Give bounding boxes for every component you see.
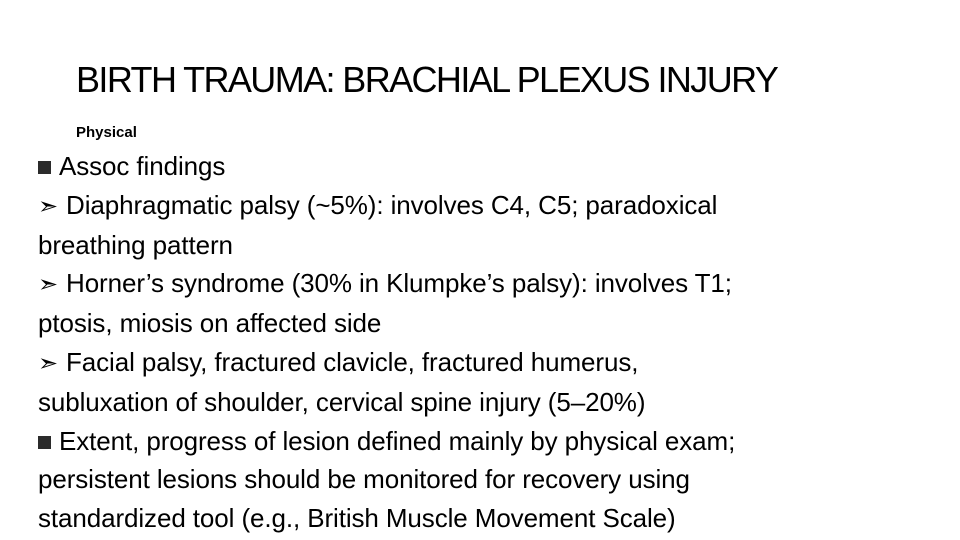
square-bullet-icon	[38, 161, 51, 174]
slide-body	[38, 147, 938, 538]
list-item-continuation: ptosis, miosis on affected side	[38, 308, 382, 339]
arrowhead-bullet-icon: ➣	[38, 348, 59, 377]
list-item	[38, 147, 938, 186]
slide-title: BIRTH TRAUMA: BRACHIAL PLEXUS INJURY	[76, 59, 778, 100]
square-bullet-icon	[38, 436, 51, 449]
list-item-continuation: standardized tool (e.g., British Muscle Movement Scale)	[38, 503, 676, 534]
list-item-continuation: persistent lesions should be monitored for recovery using	[38, 464, 690, 495]
list-item	[38, 186, 938, 226]
list-item-text: Diaphragmatic palsy (~5%): involves C4, C5; paradoxical	[66, 189, 718, 220]
list-item-text: Horner’s syndrome (30% in Klumpke’s palsy): involves T1;	[66, 268, 732, 299]
arrowhead-bullet-icon: ➣	[38, 191, 59, 220]
list-item-continuation: breathing pattern	[38, 229, 233, 260]
list-item	[38, 343, 938, 383]
list-item	[38, 422, 938, 461]
arrowhead-bullet-icon: ➣	[38, 270, 59, 299]
list-item-text: Assoc findings	[59, 151, 226, 181]
list-item	[38, 264, 938, 304]
section-label: Physical	[76, 124, 137, 141]
list-item-continuation: subluxation of shoulder, cervical spine injury (5–20%)	[38, 386, 646, 417]
list-item-text: Extent, progress of lesion defined mainly by physical exam;	[59, 425, 736, 456]
list-item-text: Facial palsy, fractured clavicle, fractured humerus,	[66, 346, 639, 377]
